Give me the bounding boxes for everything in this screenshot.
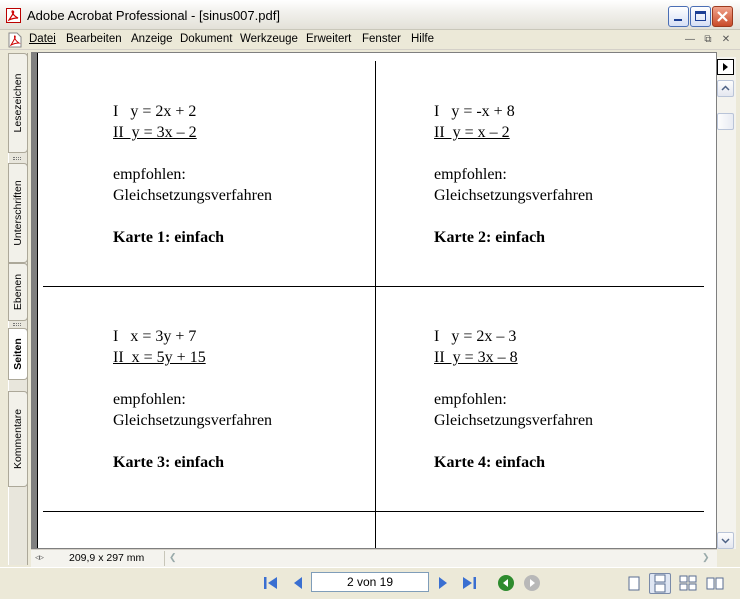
first-page-icon <box>262 574 280 592</box>
menu-werkzeuge[interactable] <box>240 33 298 45</box>
card-3 <box>113 326 272 473</box>
card-1 <box>113 101 272 248</box>
chevron-down-icon <box>718 533 733 548</box>
pdf-page <box>37 53 717 549</box>
scroll-right-button[interactable] <box>702 552 714 565</box>
card-title: Karte 2: einfach <box>434 229 546 246</box>
scroll-thumb[interactable] <box>717 113 734 130</box>
menu-dokument[interactable] <box>180 33 232 45</box>
tab-unterschriften-label: Unterschriften <box>12 180 24 246</box>
menu-anzeige-label: Anzeige <box>131 33 173 45</box>
card-title: Karte 3: einfach <box>113 454 225 471</box>
single-page-view-icon <box>623 573 645 594</box>
chevron-up-icon <box>718 81 733 96</box>
card-equation-2: II y = 3x – 2 <box>113 124 197 141</box>
resize-handle-icon[interactable]: ◃▹ <box>35 552 45 562</box>
last-page-button[interactable] <box>460 574 478 592</box>
continuous-view-button[interactable] <box>649 573 671 594</box>
card-equation-2: II y = 3x – 8 <box>434 349 518 366</box>
next-page-icon <box>434 574 452 592</box>
page-number-field[interactable]: 2 von 19 <box>311 572 429 592</box>
tab-kommentare[interactable] <box>8 391 28 487</box>
menu-fenster-label: Fenster <box>362 33 401 45</box>
tab-lesezeichen-label: Lesezeichen <box>12 73 24 133</box>
card-recommended-label: empfohlen: <box>434 166 507 183</box>
pdf-document-icon[interactable] <box>8 32 22 48</box>
document-minimize-button[interactable] <box>683 33 697 46</box>
split-view-button[interactable] <box>717 59 734 75</box>
tab-lesezeichen[interactable] <box>8 53 28 153</box>
maximize-icon <box>695 11 706 21</box>
card-method: Gleichsetzungsverfahren <box>434 412 594 429</box>
go-forward-icon <box>523 574 541 592</box>
card-divider-vertical <box>375 61 376 549</box>
card-divider-horizontal <box>43 286 704 287</box>
previous-page-icon <box>289 574 307 592</box>
page-size-display: 209,9 x 297 mm <box>55 551 165 566</box>
navigation-panel <box>0 51 30 567</box>
go-forward-button[interactable] <box>523 574 541 592</box>
facing-view-icon <box>704 573 726 594</box>
menu-anzeige[interactable] <box>131 33 173 45</box>
close-button[interactable] <box>712 6 733 27</box>
menu-bar <box>0 30 740 50</box>
menu-fenster[interactable] <box>362 33 401 45</box>
card-recommended-label: empfohlen: <box>113 166 186 183</box>
document-restore-button[interactable] <box>701 33 715 46</box>
card-4 <box>434 326 593 473</box>
card-2 <box>434 101 593 248</box>
menu-erweitert[interactable] <box>306 33 351 45</box>
card-recommended-label: empfohlen: <box>434 391 507 408</box>
menu-hilfe-label: Hilfe <box>411 33 435 45</box>
tab-unterschriften[interactable] <box>8 163 28 263</box>
scroll-left-button[interactable] <box>169 552 181 565</box>
scroll-up-button[interactable] <box>717 80 734 97</box>
go-back-button[interactable] <box>497 574 515 592</box>
minimize-icon: — <box>685 34 695 45</box>
scroll-down-button[interactable] <box>717 532 734 549</box>
maximize-button[interactable] <box>690 6 711 27</box>
previous-page-button[interactable] <box>289 574 307 592</box>
document-close-button[interactable] <box>719 33 733 46</box>
facing-view-button[interactable] <box>704 573 726 594</box>
tab-ebenen-label: Ebenen <box>12 273 24 311</box>
continuous-facing-view-button[interactable] <box>677 573 699 594</box>
card-method: Gleichsetzungsverfahren <box>434 187 594 204</box>
next-page-button[interactable] <box>434 574 452 592</box>
card-method: Gleichsetzungsverfahren <box>113 187 273 204</box>
card-equation-1: I y = 2x – 3 <box>434 328 517 345</box>
card-equation-1: I x = 3y + 7 <box>113 328 197 345</box>
go-back-icon <box>497 574 515 592</box>
menu-erweitert-label: Erweitert <box>306 33 352 45</box>
card-title: Karte 4: einfach <box>434 454 546 471</box>
card-recommended-label: empfohlen: <box>113 391 186 408</box>
card-equation-2: II x = 5y + 15 <box>113 349 206 366</box>
card-method: Gleichsetzungsverfahren <box>113 412 273 429</box>
menu-dokument-label: Dokument <box>180 33 233 45</box>
menu-bearbeiten[interactable] <box>66 33 122 45</box>
tab-seiten-label: Seiten <box>12 338 24 370</box>
document-area[interactable] <box>31 52 717 549</box>
window-title: Adobe Acrobat Professional - [sinus007.pdf] <box>27 8 280 23</box>
restore-icon: ⧉ <box>704 34 712 45</box>
title-bar <box>0 0 740 30</box>
menu-datei[interactable] <box>29 33 56 45</box>
menu-werkzeuge-label: Werkzeuge <box>240 33 298 45</box>
tab-ebenen[interactable] <box>8 263 28 321</box>
continuous-view-icon <box>650 574 670 593</box>
navigation-toolbar <box>0 567 740 599</box>
menu-hilfe[interactable] <box>411 33 434 45</box>
chevron-left-icon: ❮ <box>169 552 177 562</box>
close-icon <box>713 7 732 26</box>
menu-datei-label: Datei <box>29 33 56 45</box>
triangle-right-icon <box>718 60 733 74</box>
panel-grip[interactable] <box>13 323 21 326</box>
last-page-icon <box>460 574 478 592</box>
vertical-scrollbar[interactable] <box>717 57 736 549</box>
card-equation-1: I y = -x + 8 <box>434 103 515 120</box>
menu-bearbeiten-label: Bearbeiten <box>66 33 122 45</box>
close-icon: ✕ <box>721 34 731 45</box>
card-equation-1: I y = 2x + 2 <box>113 103 197 120</box>
horizontal-status-bar <box>31 549 717 567</box>
minimize-button[interactable] <box>668 6 689 27</box>
tab-seiten[interactable] <box>8 328 28 380</box>
first-page-button[interactable] <box>262 574 280 592</box>
card-title: Karte 1: einfach <box>113 229 225 246</box>
panel-grip[interactable] <box>13 157 21 160</box>
minimize-icon <box>674 19 682 21</box>
tab-kommentare-label: Kommentare <box>12 408 24 470</box>
card-equation-2: II y = x – 2 <box>434 124 510 141</box>
single-page-view-button[interactable] <box>623 573 645 594</box>
acrobat-app-icon[interactable] <box>6 8 21 23</box>
chevron-right-icon: ❯ <box>702 552 710 562</box>
card-divider-horizontal <box>43 511 704 512</box>
continuous-facing-view-icon <box>677 573 699 594</box>
